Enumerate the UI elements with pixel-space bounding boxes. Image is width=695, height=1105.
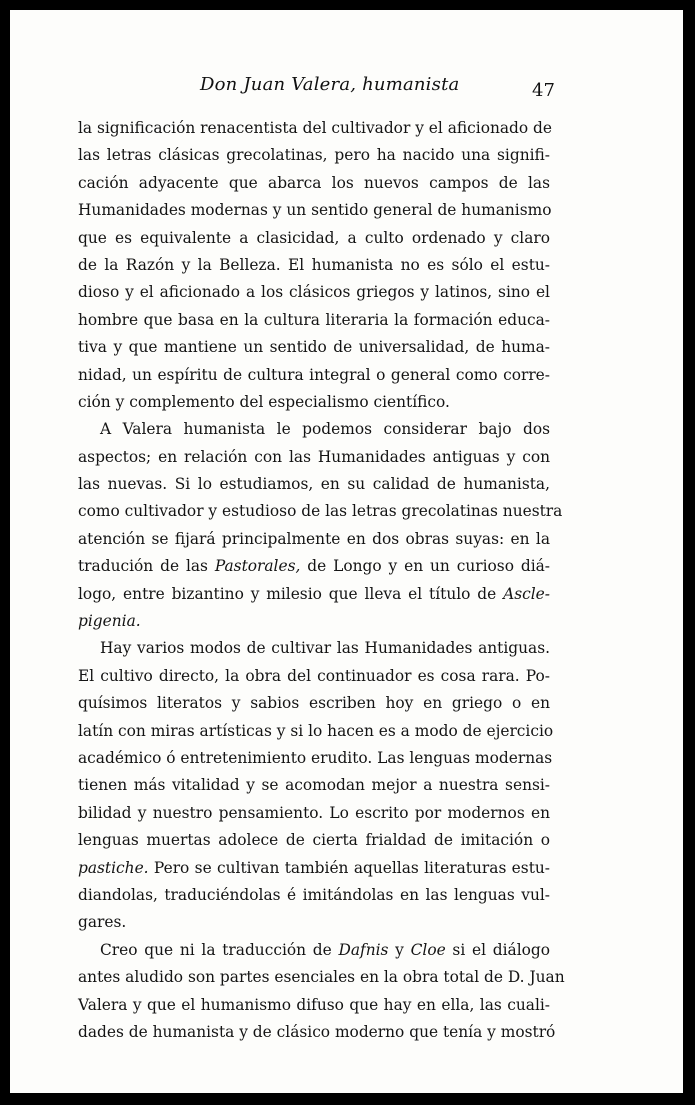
- text-segment: y: [388, 940, 411, 959]
- text-segment: nidad, un espíritu de cultura integral o general como corre-: [78, 365, 550, 384]
- italic-text: Cloe: [410, 940, 446, 959]
- text-line: [78, 718, 554, 745]
- text-segment: Creo que ni la traducción de: [100, 940, 339, 959]
- text-line: [78, 690, 550, 717]
- italic-text: pastiche.: [78, 858, 149, 877]
- text-line: [78, 334, 550, 361]
- text-segment: dioso y el aficionado a los clásicos griegos y latinos, sino el: [78, 283, 550, 302]
- text-segment: antes aludido son partes esenciales en la obra total de D. Juan: [78, 968, 565, 987]
- text-segment: Hay varios modos de cultivar las Humanidades antiguas.: [100, 639, 550, 658]
- text-line: [78, 663, 550, 690]
- text-line: [78, 362, 550, 389]
- italic-text: Dafnis: [338, 940, 389, 959]
- text-segment: diandolas, traduciéndolas é imitándolas en las lenguas vul-: [78, 885, 550, 904]
- text-line: [78, 225, 550, 252]
- text-line: [78, 772, 550, 799]
- text-line: [78, 608, 550, 635]
- text-line: [78, 800, 550, 827]
- italic-text: pigenia.: [78, 612, 141, 631]
- text-segment: lenguas muertas adolece de cierta frialdad de imitación o: [78, 831, 550, 850]
- text-segment: tradución de las: [78, 557, 215, 576]
- text-segment: aspectos; en relación con las Humanidades antiguas y con: [78, 447, 550, 466]
- text-line: [78, 745, 553, 772]
- text-segment: dades de humanista y de clásico moderno que tenía y mostró: [78, 1022, 556, 1041]
- text-line: [78, 115, 553, 142]
- text-line: [78, 1019, 556, 1046]
- text-segment: si el diálogo: [445, 940, 551, 959]
- text-segment: quísimos literatos y sabios escriben hoy en griego o en: [78, 694, 550, 713]
- text-line: [78, 142, 550, 169]
- running-title: Don Juan Valera, humanista: [200, 74, 460, 95]
- text-segment: gares.: [78, 913, 127, 932]
- text-line: [78, 307, 550, 334]
- text-segment: que es equivalente a clasicidad, a culto ordenado y claro: [78, 228, 550, 247]
- text-line: [78, 498, 563, 525]
- text-segment: las letras clásicas grecolatinas, pero ha nacido una signifi-: [78, 146, 550, 165]
- text-line: [78, 197, 550, 224]
- text-line: [78, 855, 550, 882]
- text-line: [78, 279, 550, 306]
- text-line: [78, 416, 550, 443]
- text-segment: Pero se cultivan también aquellas literaturas estu-: [148, 858, 550, 877]
- text-segment: académico ó entretenimiento erudito. Las lenguas modernas: [78, 748, 553, 767]
- text-line: [78, 827, 550, 854]
- text-line: [78, 389, 550, 416]
- text-segment: tiva y que mantiene un sentido de universalidad, de huma-: [78, 338, 550, 357]
- text-segment: El cultivo directo, la obra del continuador es cosa rara. Po-: [78, 666, 550, 685]
- text-segment: atención se fijará principalmente en dos obras suyas: en la: [78, 529, 550, 548]
- text-segment: bilidad y nuestro pensamiento. Lo escrito por modernos en: [78, 803, 550, 822]
- text-segment: cación adyacente que abarca los nuevos campos de las: [78, 173, 550, 192]
- text-segment: hombre que basa en la cultura literaria la formación educa-: [78, 310, 550, 329]
- text-line: [78, 635, 550, 662]
- text-line: [78, 526, 550, 553]
- text-line: [78, 471, 550, 498]
- text-segment: Humanidades modernas y un sentido general de humanismo: [78, 201, 552, 220]
- text-segment: Valera y que el humanismo difuso que hay en ella, las cuali-: [78, 995, 550, 1014]
- book-page: [10, 10, 683, 1093]
- text-line: [78, 553, 550, 580]
- text-segment: tienen más vitalidad y se acomodan mejor a nuestra sensi-: [78, 776, 550, 795]
- text-line: [78, 964, 565, 991]
- text-segment: como cultivador y estudioso de las letras grecolatinas nuestra: [78, 502, 563, 521]
- text-line: [78, 882, 550, 909]
- text-segment: A Valera humanista le podemos considerar bajo dos: [100, 420, 550, 439]
- text-line: [78, 252, 550, 279]
- text-segment: latín con miras artísticas y si lo hacen es a modo de ejercicio: [78, 721, 554, 740]
- text-segment: ción y complemento del especialismo científico.: [78, 392, 450, 411]
- text-segment: de la Razón y la Belleza. El humanista no es sólo el estu-: [78, 255, 550, 274]
- text-line: [78, 170, 550, 197]
- page-header: [10, 74, 683, 104]
- italic-text: Ascle-: [503, 584, 550, 603]
- text-segment: logo, entre bizantino y milesio que lleva el título de: [78, 584, 504, 603]
- text-line: [78, 992, 550, 1019]
- text-line: [78, 581, 550, 608]
- text-line: [78, 937, 550, 964]
- text-segment: las nuevas. Si lo estudiamos, en su calidad de humanista,: [78, 475, 550, 494]
- body-text: [78, 115, 565, 1046]
- text-line: [78, 909, 550, 936]
- text-line: [78, 444, 550, 471]
- page-number: 47: [532, 80, 555, 101]
- italic-text: Pastorales,: [214, 557, 301, 576]
- text-segment: de Longo y en un curioso diá-: [300, 557, 550, 576]
- text-segment: la significación renacentista del cultivador y el aficionado de: [78, 119, 553, 137]
